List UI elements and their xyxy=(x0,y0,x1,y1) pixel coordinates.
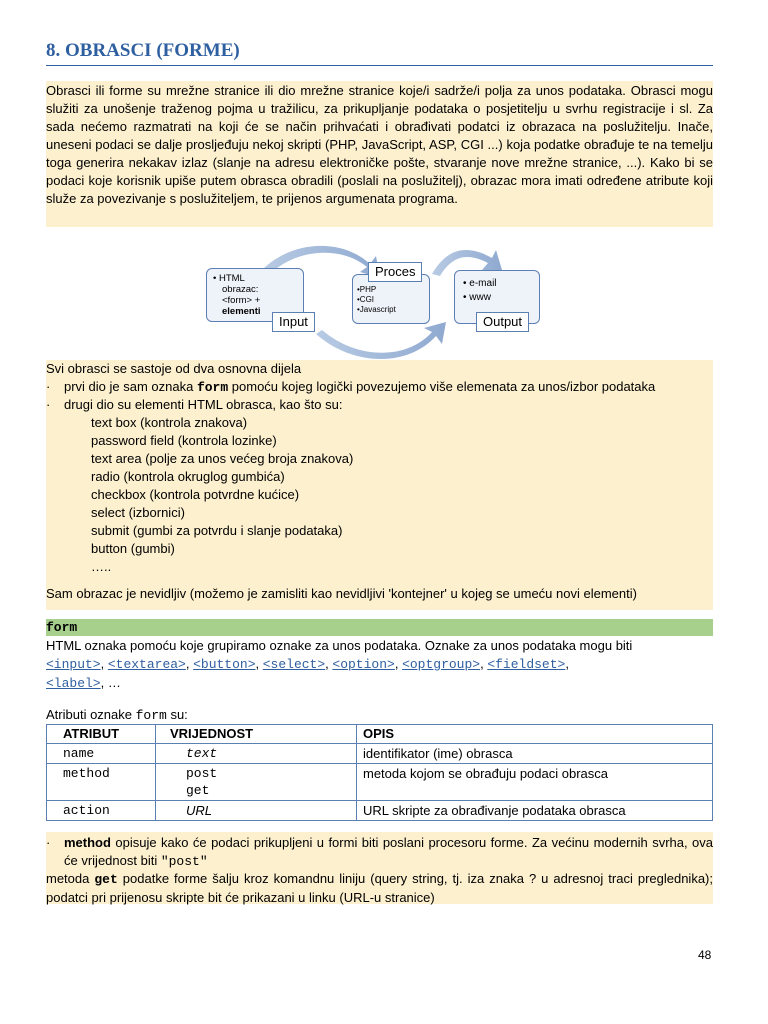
table-cell: method xyxy=(47,764,156,801)
table-header: VRIJEDNOST xyxy=(156,725,357,744)
attr-intro: Atributi oznake form su: xyxy=(46,707,188,723)
table-cell: URL xyxy=(156,801,357,821)
list-item: password field (kontrola lozinke) xyxy=(91,433,277,448)
list-item: radio (kontrola okruglog gumbića) xyxy=(91,469,285,484)
link-textarea[interactable]: <textarea> xyxy=(107,657,186,672)
part-two-bullet: · xyxy=(46,397,51,412)
list-item: text box (kontrola znakova) xyxy=(91,415,248,430)
input-list: • HTML obrazac: <form> + elementi xyxy=(213,273,261,317)
table-cell: metoda kojom se obrađuju podaci obrasca xyxy=(357,764,713,801)
table-header: OPIS xyxy=(357,725,713,744)
intro-paragraph: Obrasci ili forme su mrežne stranice ili dio mrežne stranice koje/i sadrže/i polja za unos podataka. Obrasci mogu služiti za unošenje traženog pojma u tražilicu, za prikupljanje podataka o posjetitelju u svrhu registracije i sl. Za sada nećemo razmatrati na koji će se način prihvaćati i obrađivati podatci iz obrazaca na poslužitelju. Inače, uneseni podaci se dalje prosljeđuju nekoj skripti (PHP, JavaScript, ASP, CGI ...) koja podatke obrađuje te na temelju toga generira nekakav izlaz (slanje na adresu elektroničke pošte, stvaranje nove mrežne stranice, ...). Kako bi se podaci koje korisnik upiše putem obrasca obradili (poslali na poslužitelj), obrazac mora imati određene atribute koji služe za povezivanje s poslužiteljem, te prijenos argumenata programa. xyxy=(46,83,713,206)
table-header-row xyxy=(47,725,713,744)
table-cell: name xyxy=(47,744,156,764)
proces-list: •PHP •CGI •Javascript xyxy=(357,285,396,314)
table-header: ATRIBUT xyxy=(47,725,156,744)
link-button[interactable]: <button> xyxy=(193,657,256,672)
list-item: button (gumbi) xyxy=(91,541,175,556)
table-cell: identifikator (ime) obrasca xyxy=(357,744,713,764)
link-input[interactable]: <input> xyxy=(46,657,101,672)
input-label: Input xyxy=(272,312,315,332)
page-number: 48 xyxy=(698,948,712,962)
invisible-note: Sam obrazac je nevidljiv (možemo je zamisliti kao nevidljivi 'kontejner' u kojeg se umeću novi elementi) xyxy=(46,586,637,601)
input-process-output-diagram xyxy=(192,234,566,360)
table-row xyxy=(47,764,713,801)
link-select[interactable]: <select> xyxy=(262,657,326,672)
table-row xyxy=(47,801,713,821)
output-list: • e-mail • www xyxy=(463,278,497,303)
page-title: 8. OBRASCI (FORME) xyxy=(46,40,713,66)
form-tag: form xyxy=(46,620,78,635)
parts-intro: Svi obrasci se sastoje od dva osnovna dijela xyxy=(46,361,302,376)
list-item: select (izbornici) xyxy=(91,505,185,520)
list-item: text area (polje za unos većeg broja znakova) xyxy=(91,451,354,466)
table-cell: text xyxy=(156,744,357,764)
method-note: method opisuje kako će podaci prikupljeni u formi biti poslani procesoru forme. Za većinu modernih svrha, ova će vrijednost biti "post" xyxy=(64,835,713,869)
arrow-bottom-icon xyxy=(316,322,446,359)
link-option[interactable]: <option> xyxy=(332,657,395,672)
table-cell: action xyxy=(47,801,156,821)
link-label[interactable]: <label> xyxy=(46,676,101,691)
list-item: ….. xyxy=(91,559,112,574)
table-cell: post get xyxy=(156,764,357,801)
link-fieldset[interactable]: <fieldset> xyxy=(487,657,566,672)
table-row xyxy=(47,744,713,764)
list-item: submit (gumbi za potvrdu i slanje podataka) xyxy=(91,523,343,538)
part-one-bullet: · xyxy=(46,379,51,394)
part-two: drugi dio su elementi HTML obrasca, kao što su: xyxy=(64,397,343,412)
form-desc: HTML oznaka pomoću koje grupiramo oznake za unos podataka. Oznake za unos podataka mogu biti <input>, <textarea>, <button>, <select>, <option>, <optgroup>, <fieldset>, <label>, … xyxy=(46,638,633,691)
get-note: metoda get podatke forme šalju kroz komandnu liniju (query string, tj. iza znaka ? u adresnoj traci preglednika); podatci pri prijenosu skripte bit će prikazani u linku (URL-u stranice) xyxy=(46,871,713,905)
attributes-table xyxy=(46,724,713,821)
part-one: prvi dio je sam oznaka form pomoću kojeg logički povezujemo više elemenata za unos/izbor podataka xyxy=(64,379,656,395)
list-item: checkbox (kontrola potvrdne kućice) xyxy=(91,487,300,502)
table-cell: URL skripte za obrađivanje podataka obrasca xyxy=(357,801,713,821)
proces-label: Proces xyxy=(368,262,422,282)
link-optgroup[interactable]: <optgroup> xyxy=(402,657,481,672)
method-bullet: · xyxy=(46,835,51,850)
output-label: Output xyxy=(476,312,529,332)
